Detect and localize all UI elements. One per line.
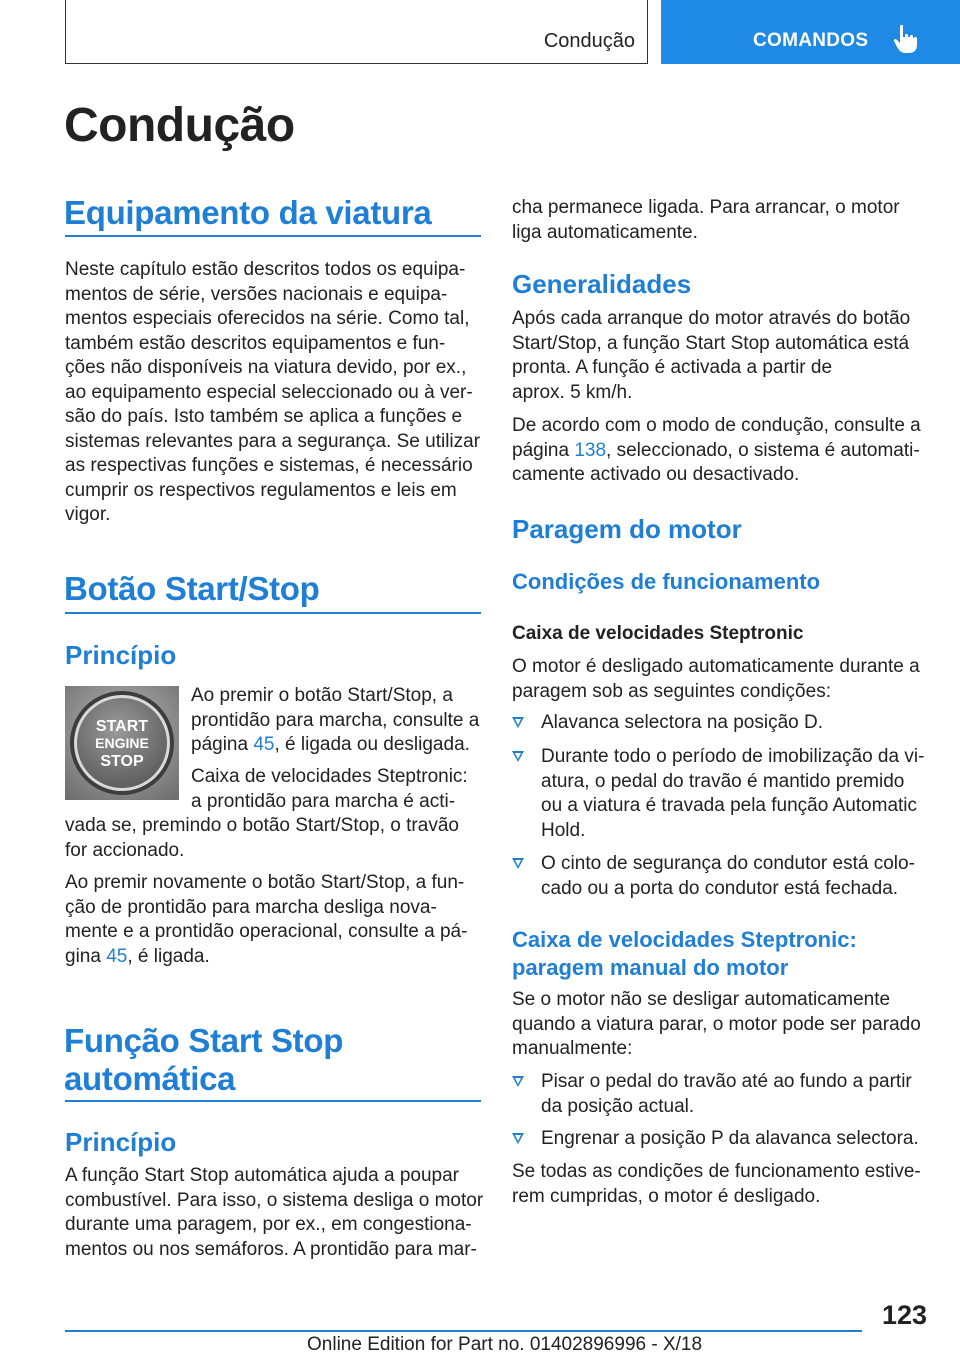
heading-engine-stop: Paragem do motor	[512, 514, 742, 544]
heading-equipment: Equipamento da viatura	[64, 194, 432, 231]
manual-stop-paragraph: Se o motor não se desligar automaticamente quando a viatura parar, o motor pode ser parado manualmente:	[512, 989, 921, 1059]
general-paragraph: Após cada arranque do motor através do botão Start/Stop, a função Start Stop automática está pronta. A função é activada a partir de aprox. 5 km/h.	[512, 308, 911, 403]
button-text-engine: ENGINE	[95, 735, 149, 751]
page-link-45[interactable]: 45	[106, 945, 128, 967]
start-stop-button-image	[65, 686, 179, 800]
page-link-138[interactable]: 138	[574, 439, 607, 461]
auto-principle-paragraph: A função Start Stop automática ajuda a poupar combustível. Para isso, o sistema desliga o motor durante uma paragem, por ex., em congestiona‐ mentos ou nos semáforos. A prontidão para mar‐	[65, 1165, 484, 1260]
bullet-triangle-icon	[512, 858, 524, 869]
bullet-triangle-icon	[512, 1076, 524, 1087]
page-number: 123	[881, 1300, 927, 1330]
heading-rule	[65, 235, 481, 237]
bullet-triangle-icon	[512, 1133, 524, 1144]
heading-auto-start-stop: Função Start Stop automática	[64, 1022, 344, 1097]
conditions-paragraph: O motor é desligado automaticamente durante a paragem sob as seguintes condições:	[512, 656, 920, 702]
pointing-hand-icon	[893, 24, 919, 54]
heading-principle: Princípio	[65, 640, 177, 670]
drive-mode-paragraph: De acordo com o modo de condução, consulte a página 138, seleccionado, o sistema é automati‐ camente activado ou desactivado.	[512, 415, 921, 485]
page-title: Condução	[64, 99, 295, 152]
list-item: Alavanca selectora na posição D.	[512, 711, 823, 736]
button-text-start: START	[95, 718, 149, 735]
list-item: O cinto de segurança do condutor está colo‐ cado ou a porta do condutor está fechada.	[512, 852, 915, 901]
list-item: Engrenar a posição P da alavanca selectora.	[512, 1127, 919, 1152]
principle-paragraph-2b: vada se, premindo o botão Start/Stop, o travão for accionado.	[65, 815, 459, 861]
list-item: Pisar o pedal do travão até ao fundo a partir da posição actual.	[512, 1070, 912, 1119]
final-paragraph: Se todas as condições de funcionamento estive‐ rem cumpridas, o motor é desligado.	[512, 1161, 921, 1207]
list-item: Durante todo o período de imobilização da vi‐ atura, o pedal do travão é mantido premido ou a viatura é travada pela função Automatic Hold.	[512, 745, 924, 843]
bullet-triangle-icon	[512, 717, 524, 728]
heading-principle: Princípio	[65, 1127, 177, 1157]
heading-general: Generalidades	[512, 269, 692, 299]
subheading-steptronic: Caixa de velocidades Steptronic	[512, 623, 804, 644]
header-section-box	[65, 0, 648, 64]
header-chapter-tab[interactable]	[661, 0, 960, 64]
footer-rule	[65, 1330, 862, 1332]
heading-rule	[65, 612, 481, 614]
bullet-triangle-icon	[512, 751, 524, 762]
header-section-label: Condução	[543, 30, 635, 52]
continuation-paragraph: cha permanece ligada. Para arrancar, o motor liga automaticamente.	[512, 197, 900, 243]
header-chapter-label: COMANDOS	[753, 30, 869, 51]
equipment-paragraph: Neste capítulo estão descritos todos os equipa‐ mentos de série, versões nacionais e equipa‐ mentos especiais oferecidos na série. Como tal, também estão descritos equipamentos e fun‐ ções não disponíveis na viatura devido, por ex., ao equipamento especial seleccionado ou à ver‐ são do país. Isto também se aplica a funções e sistemas relevantes para a segurança. Se utilizar as respectivas funções e sistemas, é necessário cumprir os respectivos regulamentos e leis em vigor.	[65, 259, 481, 525]
footer-edition: Online Edition for Part no. 01402896996 - X/18	[307, 1334, 703, 1355]
principle-paragraph-3: Ao premir novamente o botão Start/Stop, a fun‐ ção de prontidão para marcha desliga nova‐ mente e a prontidão operacional, consulte a pá‐ gina 45, é ligada.	[65, 872, 468, 967]
heading-operating-conditions: Condições de funcionamento	[512, 569, 821, 594]
page-link-45[interactable]: 45	[253, 734, 275, 755]
heading-manual-stop: Caixa de velocidades Steptronic: paragem manual do motor	[512, 927, 857, 980]
button-text-stop: STOP	[100, 753, 144, 770]
principle-paragraph-1: Ao premir o botão Start/Stop, a prontidão para marcha, consulte a página 45, é ligada ou desligada.	[191, 685, 480, 755]
heading-rule	[65, 1100, 481, 1102]
heading-start-stop-button: Botão Start/Stop	[64, 570, 320, 607]
principle-paragraph-2a: Caixa de velocidades Steptronic: a prontidão para marcha é acti‐	[191, 766, 468, 812]
